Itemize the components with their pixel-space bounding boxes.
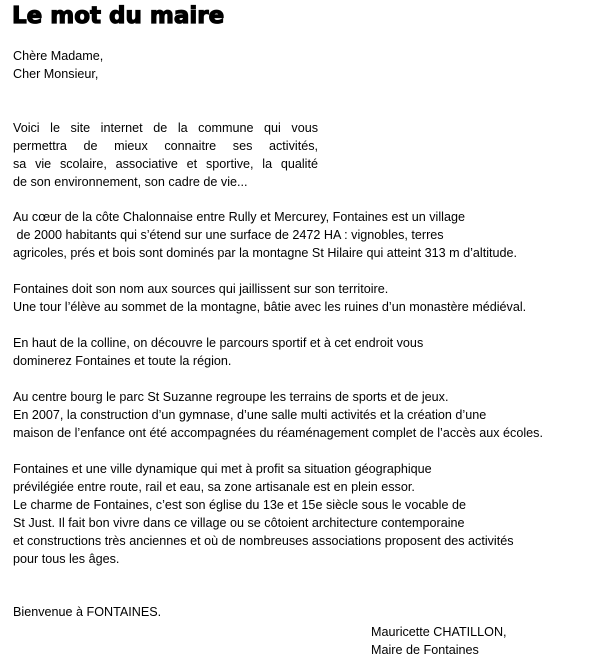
paragraph-line: Fontaines et une ville dynamique qui met à profit sa situation géographique bbox=[13, 462, 432, 476]
greeting-line: Cher Monsieur, bbox=[13, 67, 99, 81]
signature-role: Maire de Fontaines bbox=[371, 643, 479, 657]
intro-line: Voici le site internet de la commune qui vous bbox=[13, 121, 318, 135]
paragraph-line: Au cœur de la côte Chalonnaise entre Rully et Mercurey, Fontaines est un village bbox=[13, 210, 465, 224]
paragraph-line: En haut de la colline, on découvre le parcours sportif et à cet endroit vous bbox=[13, 336, 424, 350]
paragraph-line: agricoles, prés et bois sont dominés par la montagne St Hilaire qui atteint 313 m d’altitude. bbox=[13, 246, 518, 260]
intro-line: sa vie scolaire, associative et sportive, la qualité bbox=[13, 157, 318, 171]
paragraph-line: pour tous les âges. bbox=[13, 552, 120, 566]
signature-name: Mauricette CHATILLON, bbox=[371, 625, 507, 639]
paragraph-line: dominerez Fontaines et toute la région. bbox=[13, 354, 232, 368]
intro-line: de son environnement, son cadre de vie... bbox=[13, 175, 248, 189]
paragraph-line: St Just. Il fait bon vivre dans ce village ou se côtoient architecture contemporaine bbox=[13, 516, 465, 530]
paragraph-line: et constructions très anciennes et où de nombreuses associations proposent des activités bbox=[13, 534, 514, 548]
paragraph-line: de 2000 habitants qui s’étend sur une surface de 2472 HA : vignobles, terres bbox=[13, 228, 444, 242]
paragraph-line: Le charme de Fontaines, c’est son église du 13e et 15e siècle sous le vocable de bbox=[13, 498, 466, 512]
page-title: Le mot du maire bbox=[12, 3, 225, 29]
intro-line: permettra de mieux connaitre ses activités, bbox=[13, 139, 318, 153]
paragraph-line: En 2007, la construction d’un gymnase, d’une salle multi activités et la création d’une bbox=[13, 408, 487, 422]
paragraph-line: Au centre bourg le parc St Suzanne regroupe les terrains de sports et de jeux. bbox=[13, 390, 449, 404]
paragraph-line: prévilégiée entre route, rail et eau, sa zone artisanale est en plein essor. bbox=[13, 480, 415, 494]
paragraph-line: maison de l’enfance ont été accompagnées du réaménagement complet de l’accès aux écoles. bbox=[13, 426, 543, 440]
paragraph-line: Fontaines doit son nom aux sources qui jaillissent sur son territoire. bbox=[13, 282, 389, 296]
closing-text: Bienvenue à FONTAINES. bbox=[13, 605, 162, 619]
greeting-line: Chère Madame, bbox=[13, 49, 104, 63]
paragraph-line: Une tour l’élève au sommet de la montagne, bâtie avec les ruines d’un monastère médiéval. bbox=[13, 300, 527, 314]
